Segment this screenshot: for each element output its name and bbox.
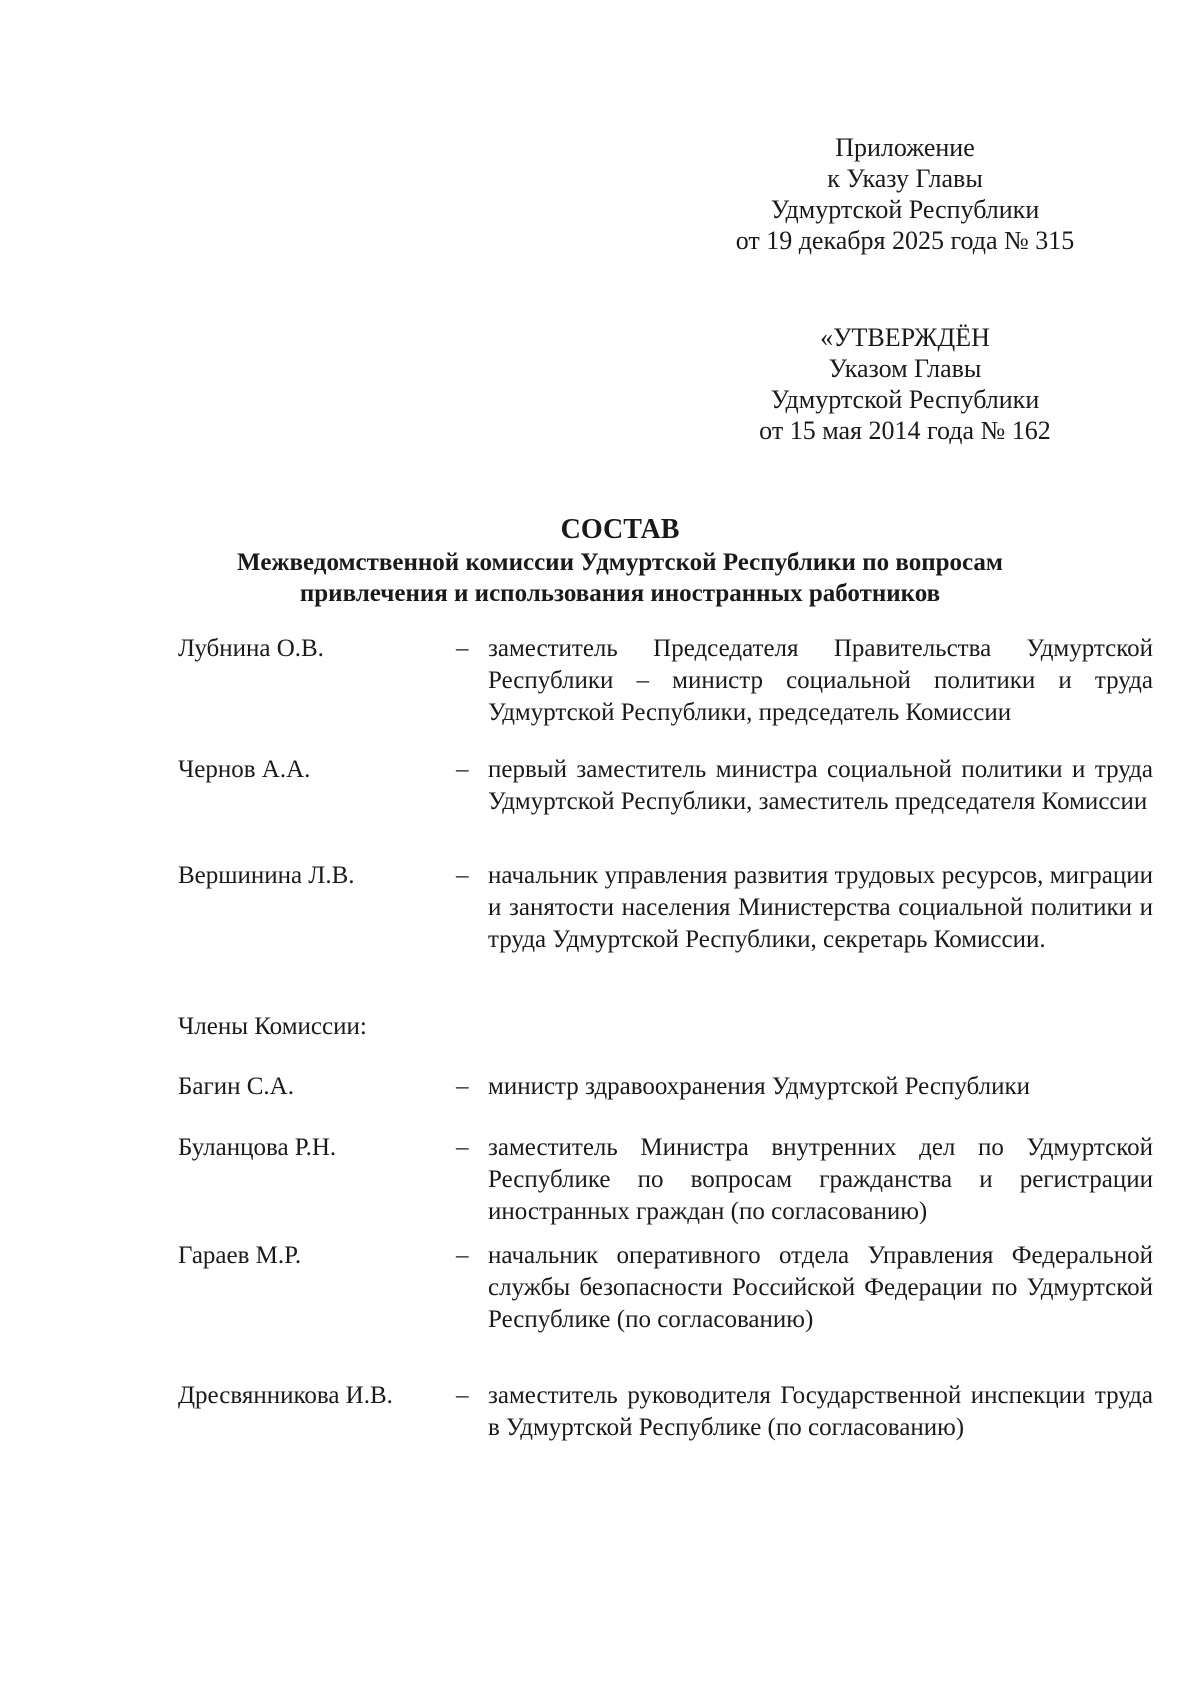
member-name: Гараев М.Р. xyxy=(178,1242,302,1269)
members-section-label: Члены Комиссии: xyxy=(178,1013,367,1040)
appendix-header xyxy=(690,132,1120,256)
member-name: Чернов А.А. xyxy=(178,756,311,783)
dash-separator: – xyxy=(456,1242,469,1269)
member-position: заместитель руководителя Государственной инспекции труда в Удмуртской Республике (по согласованию) xyxy=(488,1382,1153,1441)
approval-date-line: от 15 мая 2014 года № 162 xyxy=(759,416,1051,445)
dash-separator: – xyxy=(456,1382,469,1409)
approval-line: Указом Главы xyxy=(828,354,982,383)
appendix-date-line: от 19 декабря 2025 года № 315 xyxy=(735,226,1075,255)
member-position: первый заместитель министра социальной политики и труда Удмуртской Республики, заместитель председателя Комиссии xyxy=(488,756,1153,815)
member-position: заместитель Председателя Правительства Удмуртской Республики – министр социальной политики и труда Удмуртской Республики, председатель Комиссии xyxy=(488,635,1153,726)
title-subtitle-line: привлечения и использования иностранных работников xyxy=(299,580,941,607)
member-position: министр здравоохранения Удмуртской Республики xyxy=(488,1073,1031,1100)
dash-separator: – xyxy=(456,635,469,662)
appendix-line: Удмуртской Республики xyxy=(770,195,1040,224)
dash-separator: – xyxy=(456,862,469,889)
document-title xyxy=(120,513,1120,609)
member-name: Вершинина Л.В. xyxy=(178,862,355,889)
title-subtitle-line: Межведомственной комиссии Удмуртской Республики по вопросам xyxy=(237,549,1003,576)
appendix-line: к Указу Главы xyxy=(827,164,983,193)
approval-stamp-block xyxy=(690,322,1120,446)
member-position: начальник оперативного отдела Управления Федеральной службы безопасности Российской Федерации по Удмуртской Республике (по согласованию) xyxy=(488,1242,1153,1333)
member-position: начальник управления развития трудовых ресурсов, миграции и занятости населения Министерства социальной политики и труда Удмуртской Республики, секретарь Комиссии. xyxy=(488,862,1153,953)
appendix-line: Приложение xyxy=(835,133,975,162)
member-position: заместитель Министра внутренних дел по Удмуртской Республике по вопросам гражданства и регистрации иностранных граждан (по согласованию) xyxy=(488,1134,1153,1225)
member-name: Дресвянникова И.В. xyxy=(178,1382,393,1409)
title-main: СОСТАВ xyxy=(560,514,680,545)
approval-line: Удмуртской Республики xyxy=(770,385,1040,414)
dash-separator: – xyxy=(456,756,469,783)
approval-line: «УТВЕРЖДЁН xyxy=(820,323,990,352)
member-name: Лубнина О.В. xyxy=(178,635,324,662)
member-name: Багин С.А. xyxy=(178,1073,294,1100)
dash-separator: – xyxy=(456,1073,469,1100)
member-name: Буланцова Р.Н. xyxy=(178,1134,337,1161)
dash-separator: – xyxy=(456,1134,469,1161)
